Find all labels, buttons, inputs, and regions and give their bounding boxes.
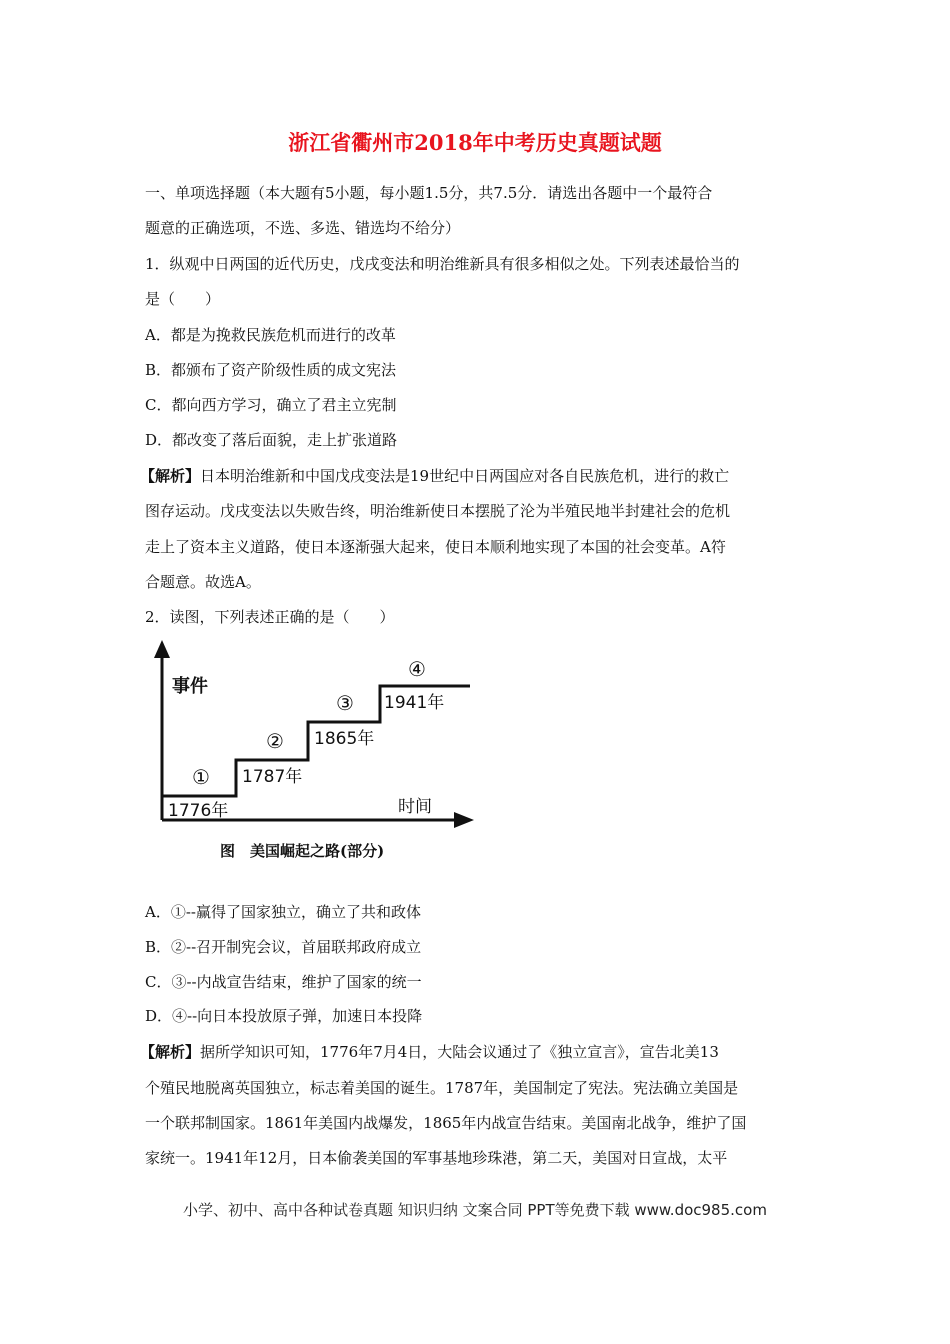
step-4-year: 1941年 [384,693,445,713]
question-2-option-d: D．④--向日本投放原子弹，加速日本投降 [145,1007,423,1025]
analysis-text: 日本明治维新和中国戊戌变法是19世纪中日两国应对各自民族危机，进行的救亡 [200,467,730,485]
question-2-stem: 2．读图，下列表述正确的是（ ） [145,608,395,626]
step-3-marker: ③ [336,691,354,715]
analysis-text: 据所学知识可知，1776年7月4日，大陆会议通过了《独立宣言》，宣告北美13 [200,1043,719,1061]
question-1-option-d: D．都改变了落后面貌，走上扩张道路 [145,431,398,449]
step-3-year: 1865年 [314,729,375,749]
question-1-analysis-line-2: 图存运动。戊戌变法以失败告终，明治维新使日本摆脱了沦为半殖民地半封建社会的危机 [145,502,731,520]
question-2-option-a: A．①--赢得了国家独立，确立了共和政体 [145,903,421,921]
question-2-analysis-line-3: 一个联邦制国家。1861年美国内战爆发，1865年内战宣告结束。美国南北战争，维护了国 [145,1114,747,1132]
question-1-analysis-line-1 [140,466,729,486]
question-1-option-a: A．都是为挽救民族危机而进行的改革 [145,326,396,344]
question-1-stem-line-1: 1．纵观中日两国的近代历史，戊戌变法和明治维新具有很多相似之处。下列表述最恰当的 [145,255,740,273]
section-instructions-line-2: 题意的正确选项，不选、多选、错选均不给分） [145,219,461,237]
question-1-analysis-line-4: 合题意。故选A。 [145,573,261,591]
page-footer: 小学、初中、高中各种试卷真题 知识归纳 文案合同 PPT等免费下载 www.doc985.com [183,1201,767,1219]
y-axis-arrow [154,640,170,658]
question-2-option-c: C．③--内战宣告结束，维护了国家的统一 [145,973,422,991]
x-axis-arrow [454,812,474,828]
page-title: 浙江省衢州市2018年中考历史真题试题 [288,130,662,155]
step-2-marker: ② [266,729,284,753]
step-1-year: 1776年 [168,801,229,821]
analysis-tag: 【解析】 [140,1043,201,1061]
question-1-option-c: C．都向西方学习，确立了君主立宪制 [145,396,397,414]
question-2-analysis-line-4: 家统一。1941年12月，日本偷袭美国的军事基地珍珠港，第二天，美国对日宣战，太平 [145,1149,728,1167]
step-4-marker: ④ [408,657,426,681]
us-rise-timeline-figure [140,636,490,866]
section-instructions-line-1: 一、单项选择题（本大题有5小题，每小题1.5分，共7.5分．请选出各题中一个最符合 [145,184,713,202]
x-axis-label: 时间 [398,797,432,817]
question-1-option-b: B．都颁布了资产阶级性质的成文宪法 [145,361,397,379]
question-1-stem-line-2: 是（ ） [145,290,221,308]
y-axis-label-char-1: 事件 [172,676,208,697]
step-2-year: 1787年 [242,767,303,787]
question-1-analysis-line-3: 走上了资本主义道路，使日本逐渐强大起来，使日本顺利地实现了本国的社会变革。A符 [145,538,726,556]
question-2-analysis-line-1 [140,1042,719,1062]
figure-caption: 图 美国崛起之路(部分) [220,842,385,860]
question-2-option-b: B．②--召开制宪会议，首届联邦政府成立 [145,938,422,956]
analysis-tag: 【解析】 [140,467,201,485]
step-1-marker: ① [192,765,210,789]
question-2-analysis-line-2: 个殖民地脱离英国独立，标志着美国的诞生。1787年，美国制定了宪法。宪法确立美国是 [145,1079,739,1097]
